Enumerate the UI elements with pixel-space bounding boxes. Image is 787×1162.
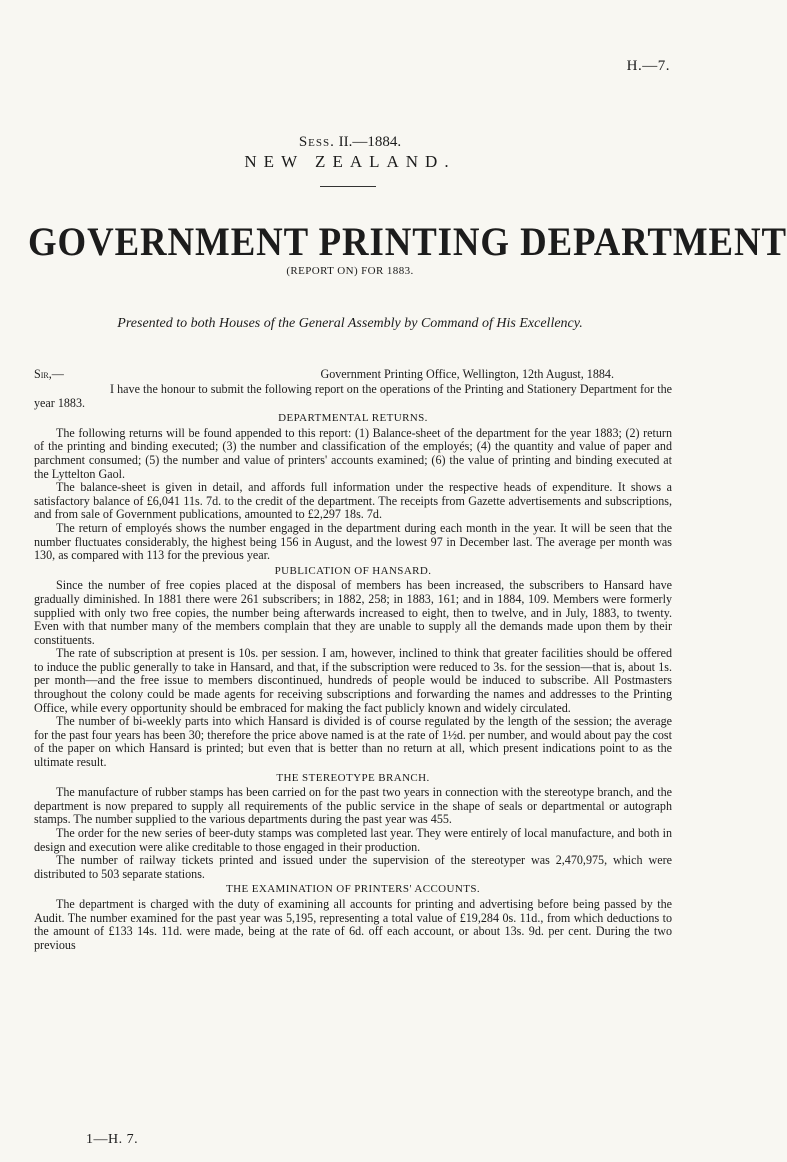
salutation: Sir,—: [34, 367, 64, 381]
report-body: [34, 368, 672, 952]
footer-page-reference: 1—H. 7.: [86, 1132, 139, 1147]
presentation-note: Presented to both Houses of the General Assembly by Command of His Excellency.: [117, 316, 583, 331]
country-heading: NEW ZEALAND.: [244, 152, 456, 171]
paragraph: The balance-sheet is given in detail, and affords full information under the respective heads of expenditure. It shows a satisfactory balance of £6,041 11s. 7d. to the credit of the department. The receipts from Gazette advertisements and subscriptions, and from sale of Government publications, amounted to £2,297 18s. 7d.: [34, 480, 672, 522]
letter-address: Government Printing Office, Wellington, 12th August, 1884.: [320, 367, 614, 381]
session-rest: II.—1884.: [334, 134, 402, 150]
document-subtitle: (REPORT ON) FOR 1883.: [286, 265, 414, 277]
intro-paragraph: I have the honour to submit the following report on the operations of the Printing and Stationery Department for the year 1883.: [34, 382, 672, 410]
paragraph: The department is charged with the duty of examining all accounts for printing and advertising before being passed by the Audit. The number examined for the past year was 5,195, representing a total value of £19,284 0s. 11d., from which deductions to the amount of £133 14s. 11d. were made, being at the rate of 6d. off each account, or about 13s. 9d. per cent. During the two previous: [34, 896, 672, 952]
paragraph: The rate of subscription at present is 10s. per session. I am, however, inclined to think that greater facilities should be offered to induce the public generally to take in Hansard, and that, if the subscription were reduced to 3s. for the session—that is, about 1s. per month—and the free issue to members discontinued, hundreds of people would be induced to subscribe. All Postmasters throughout the colony could be made agents for receiving subscriptions and forwarding the names and addresses to the Printing Office, while every opportunity should be embraced for making the fact publicly known and widely circulated.: [34, 646, 672, 715]
page-reference: H.—7.: [626, 58, 670, 74]
section-heading: PUBLICATION OF HANSARD.: [274, 564, 432, 577]
letter-heading: [34, 368, 672, 383]
title-divider: [320, 186, 376, 187]
session-line: [0, 134, 700, 151]
paragraph: The manufacture of rubber stamps has been carried on for the past two years in connection with the stereotype branch, and the department is now prepared to supply all requirements of the public service in the shape of seals or departmental or autograph stamps. The number supplied to the various departments during the past year was 455.: [34, 785, 672, 827]
paragraph: Since the number of free copies placed at the disposal of members has been increased, the subscribers to Hansard have gradually diminished. In 1881 there were 261 subscribers; in 1882, 258; in 1883, 161; and in 1884, 109. Members were formerly supplied with only two free copies, the number being afterwards increased to eight, then to twelve, and in July, 1883, to twenty. Even with that number many of the members complain that they are unable to supply all the demands made upon them by their constituents.: [34, 578, 672, 647]
paragraph: The number of bi-weekly parts into which Hansard is divided is of course regulated by the length of the session; the average for the past four years has been 30; therefore the price above named is at the rate of 1½d. per number, and would about pay the cost of the paper on which Hansard is printed; but even that is better than no return at all, which present indications point to as the ultimate result.: [34, 714, 672, 770]
document-title: GOVERNMENT PRINTING DEPARTMENT: [28, 219, 787, 264]
section-heading: THE EXAMINATION OF PRINTERS' ACCOUNTS.: [226, 883, 480, 896]
paragraph: The following returns will be found appended to this report: (1) Balance-sheet of the department for the year 1883; (2) return of the printing and binding executed; (3) the number and classification of the employés; (4) the quantity and value of paper and parchment consumed; (5) the number and value of printers' accounts examined; (6) the value of printing and binding executed at the Lyttelton Gaol.: [34, 425, 672, 481]
section-heading: DEPARTMENTAL RETURNS.: [278, 412, 428, 425]
paragraph: The number of railway tickets printed and issued under the supervision of the stereotyper was 2,470,975, which were distributed to 503 separate stations.: [34, 853, 672, 881]
paragraph: The order for the new series of beer-duty stamps was completed last year. They were entirely of local manufacture, and both in design and execution were alike creditable to those engaged in their production.: [34, 826, 672, 854]
paragraph: The return of employés shows the number engaged in the department during each month in the year. It will be seen that the number fluctuates considerably, the highest being 156 in August, and the lowest 97 in December last. The average per month was 130, as compared with 113 for the previous year.: [34, 520, 672, 563]
section-heading: THE STEREOTYPE BRANCH.: [276, 771, 430, 784]
session-prefix: Sess.: [298, 134, 335, 150]
